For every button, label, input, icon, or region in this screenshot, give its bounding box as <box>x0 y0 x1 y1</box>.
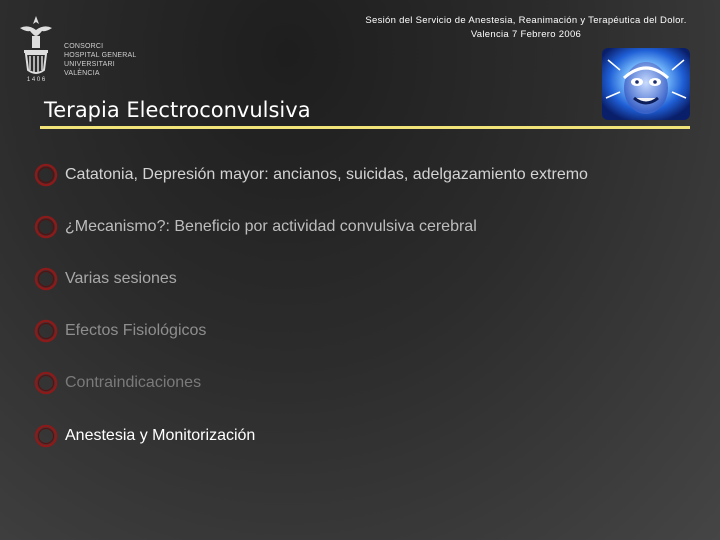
ring-bullet-icon <box>32 161 60 189</box>
bullet-text: ¿Mecanismo?: Beneficio por actividad convulsiva cerebral <box>65 218 477 235</box>
logo-year: 1 4 0 6 <box>26 77 46 82</box>
title-underline <box>40 126 690 129</box>
logo-wordmark <box>64 42 136 78</box>
bullet-text: Efectos Fisiológicos <box>65 322 207 339</box>
logo-line: UNIVERSITARI <box>64 61 115 68</box>
electrified-face-image <box>602 48 690 120</box>
list-item <box>32 421 255 451</box>
list-item <box>32 368 201 398</box>
session-header <box>346 14 706 42</box>
list-item <box>32 212 477 242</box>
session-date: Valencia 7 Febrero 2006 <box>470 29 582 40</box>
ring-bullet-icon <box>32 422 60 450</box>
bat-crest-icon <box>14 14 58 82</box>
ring-bullet-icon <box>32 317 60 345</box>
logo-line: VALÈNCIA <box>64 70 100 77</box>
list-item <box>32 264 177 294</box>
list-item <box>32 160 588 190</box>
bullet-text: Catatonia, Depresión mayor: ancianos, suicidas, adelgazamiento extremo <box>65 166 588 183</box>
slide-title: Terapia Electroconvulsiva <box>44 98 311 122</box>
bullet-text: Varias sesiones <box>65 270 177 287</box>
bullet-text: Contraindicaciones <box>65 374 202 391</box>
logo-line: HOSPITAL GENERAL <box>64 52 137 59</box>
bullet-text: Anestesia y Monitorización <box>65 427 256 444</box>
ring-bullet-icon <box>32 265 60 293</box>
list-item <box>32 316 206 346</box>
session-title: Sesión del Servicio de Anestesia, Reanimación y Terapéutica del Dolor. <box>365 15 687 26</box>
ring-bullet-icon <box>32 369 60 397</box>
logo-line: CONSORCI <box>64 43 104 50</box>
hospital-logo <box>14 14 144 84</box>
ring-bullet-icon <box>32 213 60 241</box>
